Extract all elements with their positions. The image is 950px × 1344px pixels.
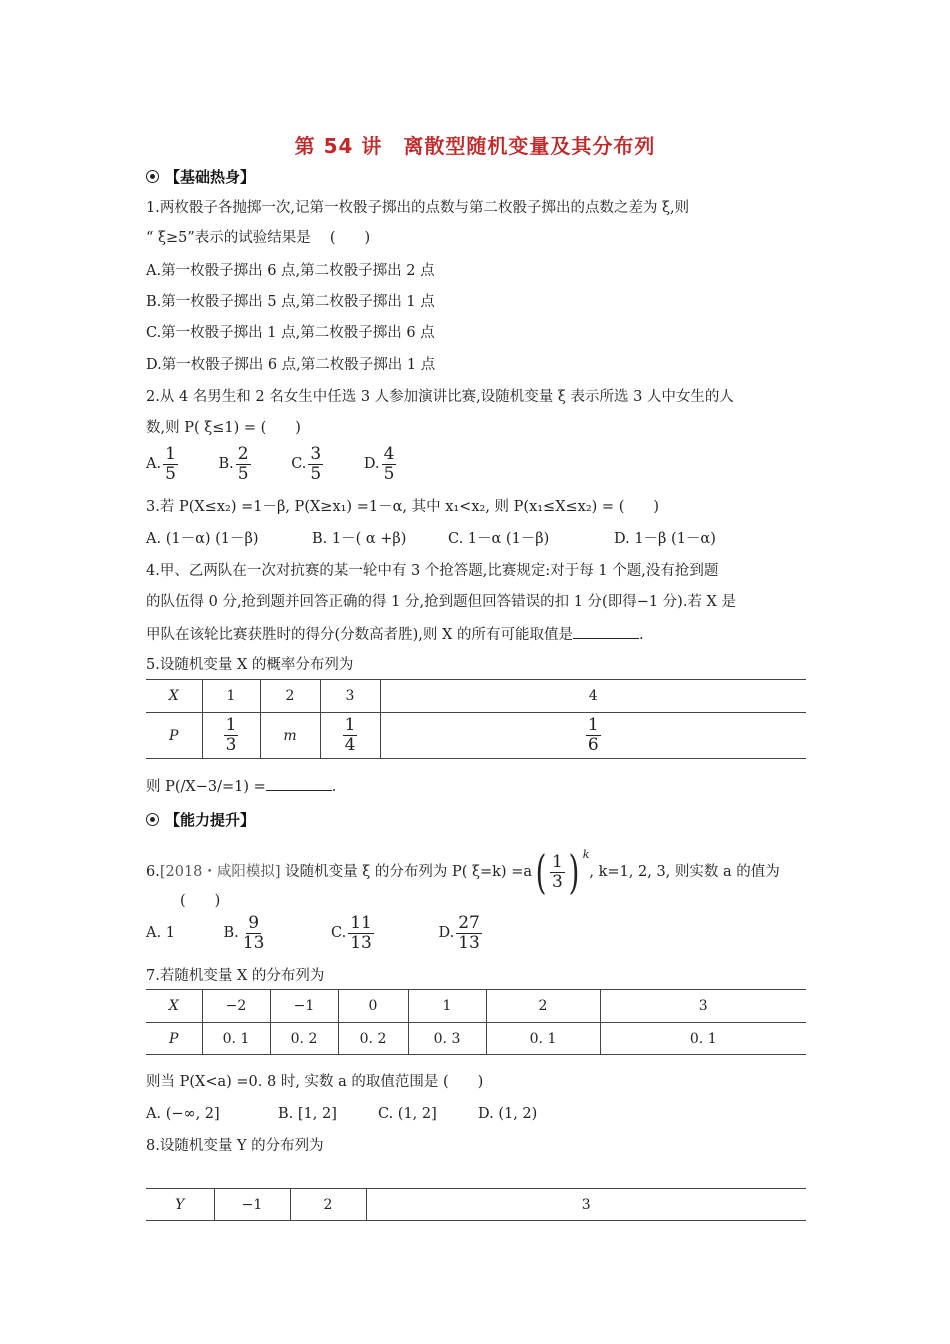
q6-options	[146, 911, 484, 955]
q4-stem-line2: 的队伍得 0 分,抢到题并回答正确的得 1 分,抢到题但回答错误的扣 1 分(即得−1 分).若 X 是	[146, 594, 736, 610]
q2-option-b: B. $\frac{2}{5}$	[218, 443, 249, 484]
q5-stem: 5.设随机变量 X 的概率分布列为	[146, 657, 354, 673]
table-row: P 0. 1 0. 2 0. 2 0. 3 0. 1 0. 1	[146, 1023, 806, 1055]
q4-stem-line3: 甲队在该轮比赛获胜时的得分(分数高者胜),则 X 的所有可能取值是 .	[146, 624, 644, 645]
answer-blank[interactable]	[266, 776, 332, 791]
q2-option-d: D. $\frac{4}{5}$	[363, 443, 395, 484]
q7-distribution-table	[146, 989, 806, 1055]
q1-stem-line2: “ ξ≥5”表示的试验结果是 ( )	[146, 230, 371, 246]
q5-question: 则 P(/X−3/=1) = .	[146, 776, 336, 797]
circle-bullet-icon	[146, 813, 159, 826]
q3-option-c: C. 1－α (1－β)	[448, 531, 550, 547]
q7-option-b: B. [1, 2]	[278, 1106, 337, 1122]
q2-option-c: C. $\frac{3}{5}$	[291, 443, 322, 484]
q2-option-a: A. $\frac{1}{5}$	[146, 443, 176, 484]
q7-question: 则当 P(X<a) =0. 8 时, 实数 a 的取值范围是 ( )	[146, 1074, 484, 1090]
q5-distribution-table	[146, 679, 806, 759]
q6-stem: 6.[2018・咸阳模拟] 设随机变量 ξ 的分布列为 P( ξ=k) =a( $\frac{1}{3}$ ) $^k$, k=1, 2, 3, 则实数 a 的值为	[146, 845, 780, 899]
page-title: 第 54 讲 离散型随机变量及其分布列	[294, 134, 656, 158]
q7-option-d: D. (1, 2)	[478, 1106, 538, 1122]
q2-stem-line2: 数,则 P( ξ≤1) = ( )	[146, 420, 301, 436]
q1-option-b: B.第一枚骰子掷出 5 点,第二枚骰子掷出 1 点	[146, 294, 435, 310]
q2-options	[146, 442, 398, 486]
q2-stem-line1: 2.从 4 名男生和 2 名女生中任选 3 人参加演讲比赛,设随机变量 ξ 表示所选 3 人中女生的人	[146, 389, 734, 405]
table-row: P $\frac{1}{3}$ m $\frac{1}{4}$ $\frac{1}{6}$	[146, 713, 806, 759]
circle-bullet-icon	[146, 170, 159, 183]
q7-option-a: A. (−∞, 2]	[146, 1106, 220, 1122]
q3-option-b: B. 1－( α +β)	[312, 531, 407, 547]
q8-distribution-table	[146, 1188, 806, 1221]
q4-stem-line1: 4.甲、乙两队在一次对抗赛的某一轮中有 3 个抢答题,比赛规定:对于每 1 个题,没有抢到题	[146, 563, 719, 579]
section-advanced-heading: 【能力提升】	[146, 809, 255, 830]
q6-answer-paren: ( )	[180, 893, 221, 909]
q3-stem: 3.若 P(X≤x₂) =1－β, P(X≥x₁) =1－α, 其中 x₁<x₂, 则 P(x₁≤X≤x₂) = ( )	[146, 499, 660, 515]
q6-option-d: D. $\frac{27}{13}$	[438, 912, 480, 953]
q1-option-c: C.第一枚骰子掷出 1 点,第二枚骰子掷出 6 点	[146, 325, 435, 341]
section-basic-heading: 【基础热身】	[146, 166, 255, 187]
table-row: X −2 −1 0 1 2 3	[146, 990, 806, 1023]
answer-blank[interactable]	[573, 624, 639, 639]
q1-stem-line1: 1.两枚骰子各抛掷一次,记第一枚骰子掷出的点数与第二枚骰子掷出的点数之差为 ξ,则	[146, 200, 690, 216]
q1-option-a: A.第一枚骰子掷出 6 点,第二枚骰子掷出 2 点	[146, 263, 435, 279]
q6-option-a: A. 1	[146, 925, 175, 941]
table-row: X 1 2 3 4	[146, 680, 806, 713]
table-row: Y −1 2 3	[146, 1189, 806, 1221]
q3-option-d: D. 1－β (1－α)	[614, 531, 716, 547]
q6-option-b: B. $\frac{9}{13}$	[223, 912, 265, 953]
q6-option-c: C. $\frac{11}{13}$	[331, 912, 372, 953]
q7-option-c: C. (1, 2]	[378, 1106, 437, 1122]
q3-option-a: A. (1－α) (1－β)	[146, 531, 259, 547]
q7-stem: 7.若随机变量 X 的分布列为	[146, 968, 325, 984]
q8-stem: 8.设随机变量 Y 的分布列为	[146, 1138, 324, 1154]
q1-option-d: D.第一枚骰子掷出 6 点,第二枚骰子掷出 1 点	[146, 357, 436, 373]
